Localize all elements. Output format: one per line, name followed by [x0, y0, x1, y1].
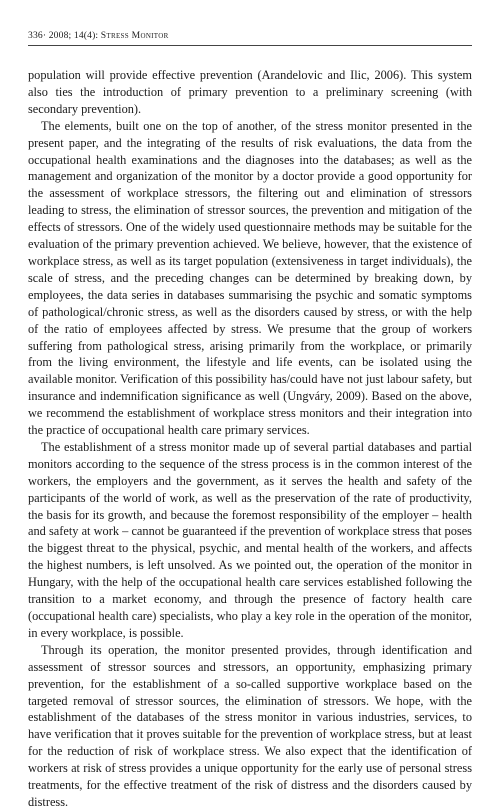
journal-section-title: Stress Monitor	[100, 30, 169, 41]
page-number: 336	[28, 30, 43, 41]
paragraph: Through its operation, the monitor presented provides, through identification and assessment of stressor sources and stressors, an opportunity, emphasizing primary prevention, for the establishment of a so-called supportive workplace based on the targeted removal of stressor sources, the elimination of stressors. We hope, with the establishment of the databases of the stress monitor in various industries, services, to have verification that it proves suitable for the prevention of workplace stress, but at least for the reduction of risk of workplace stress. We also expect that the identification of workers at risk of stress provides a unique opportunity for the early use of personal stress treatments, for the effective treatment of the risk of distress and the disorders caused by distress.	[28, 642, 472, 809]
header-rule	[28, 45, 472, 46]
paragraph: The establishment of a stress monitor made up of several partial databases and partial monitors according to the sequence of the stress process is in the common interest of the workers, the employers and the government, as it serves the health and safety of the participants of the world of work, as well as the preservation of the rate of productivity, the basis for its growth, and because the foremost responsibility of the employer – health and safety at work – cannot be guaranteed if the prevention of workplace stress that poses the biggest threat to the physical, psychic, and mental health of the workers, and affects the highest numbers, is left unsolved. As we pointed out, the operation of the monitor in Hungary, with the help of the occupational health care services established following the transition to a market economy, and through the presence of factory health care (occupational health care) specialists, who play a key role in the operation of the monitor, in every workplace, is possible.	[28, 439, 472, 640]
journal-page	[28, 0, 472, 809]
paragraph: The elements, built one on the top of another, of the stress monitor presented in the present paper, and the integrating of the results of risk evaluations, the data from the occupational health examinations and the diagnoses into the databases; as well as the management and organization of the monitor by a doctor provide a good opportunity for the assessment of workplace stressors, the filtering out and elimination of stressors leading to stress, the elimination of stressor sources, the prevention and mitigation of the effects of stressors. One of the widely used questionnaire methods may be suitable for the evaluation of the primary prevention achieved. We believe, however, that the existence of workplace stress, as well as its target population (extensiveness in target individuals), the scale of stress, and the preceding changes can be determined by breaking down, by employees, the data series in databases summarising the psychic and somatic symptoms of pathological/chronic stress, as well as the disorders caused by stress, or with the help of the ratio of employees affected by stress. We presume that the group of workers suffering from pathological stress, arising primarily from the workplace, or primarily from the living environment, the lifestyle and life events, can be isolated using the available monitor. Verification of this possibility has/could have not just labour safety, but insurance and indemnification significance as well (Ungváry, 2009). Based on the above, we recommend the establishment of workplace stress monitors and their integration into the practice of occupational health care primary services.	[28, 118, 472, 438]
running-header	[28, 30, 472, 42]
paragraph-continuation: population will provide effective prevention (Arandelovic and Ilic, 2006). This system also ties the introduction of primary prevention to a preliminary screening (with secondary prevention).	[28, 68, 472, 116]
journal-citation: · 2008; 14(4):	[42, 30, 101, 41]
article-body	[28, 67, 472, 811]
